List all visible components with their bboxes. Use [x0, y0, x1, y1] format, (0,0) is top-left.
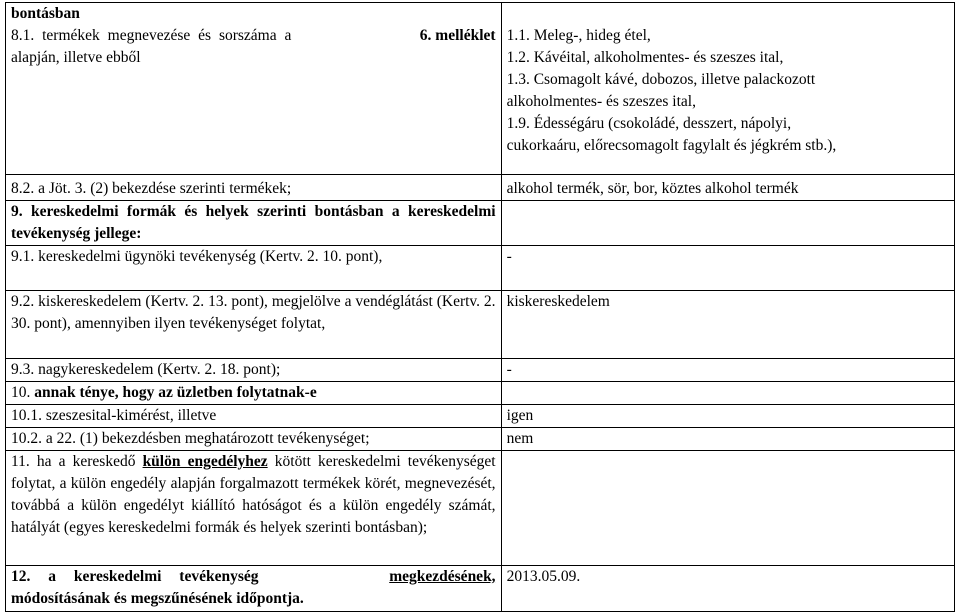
table-cell-right — [501, 428, 954, 451]
cell-text: 9.1. kereskedelmi ügynöki tevékenység (Kertv. 2. 10. pont), — [11, 248, 383, 265]
table-row — [6, 3, 955, 175]
cell-text: 1.9. Édességáru (csokoládé, desszert, nápolyi, — [506, 115, 792, 132]
section-heading: 9. kereskedelmi formák és helyek szerinti bontásban a kereskedelmi tevékenység jellege: — [11, 203, 496, 242]
table-cell-right — [501, 175, 954, 201]
cell-text: 1.1. Meleg-, hideg étel, — [506, 27, 651, 44]
cell-text: 10. — [11, 384, 31, 401]
table-cell-left — [6, 291, 502, 359]
annex-reference: 6. melléklet — [419, 27, 496, 44]
table-cell-right — [501, 566, 954, 612]
section-heading: annak ténye, hogy az üzletben folytatnak-e — [34, 384, 317, 401]
cell-text: alapján, illetve ebből — [11, 49, 141, 66]
table-row — [6, 566, 955, 612]
cell-text-line — [11, 566, 496, 588]
table-cell-left — [6, 201, 502, 246]
table-cell-left — [6, 405, 502, 428]
table-cell-left — [6, 382, 502, 405]
cell-text: 8.1. termékek megnevezése és sorszáma a — [11, 27, 292, 44]
table-cell-left — [6, 246, 502, 291]
table-cell-left — [6, 3, 502, 175]
table-row — [6, 405, 955, 428]
cell-text: 1.3. Csomagolt kávé, dobozos, illetve palackozott — [506, 71, 816, 88]
cell-text: - — [506, 248, 512, 265]
cell-text: cukorkaáru, előrecsomagolt fagylalt és jégkrém stb.), — [506, 137, 837, 154]
cell-text: 9.3. nagykereskedelem (Kertv. 2. 18. pont); — [11, 361, 281, 378]
cell-text-line — [11, 25, 496, 47]
cell-text: 11. ha a kereskedő — [11, 453, 136, 470]
cell-text: 1.2. Kávéital, alkoholmentes- és szeszes ital, — [506, 49, 784, 66]
cell-text: nem — [506, 430, 534, 447]
table-cell-right — [501, 451, 954, 566]
table-cell-right — [501, 291, 954, 359]
table-cell-left — [6, 428, 502, 451]
table-cell-right — [501, 359, 954, 382]
table-cell-right — [501, 201, 954, 246]
section-heading: bontásban — [11, 5, 80, 22]
table-row — [6, 291, 955, 359]
table-cell-right — [501, 382, 954, 405]
cell-text: kötött kereskedelmi tevékenységet folytat, a külön engedély alapján forgalmazott termékek körét, megnevezését, továbbá a külön engedélyt kiállító hatóságot és a külön engedély számát, hatályát (egyes kereskedelmi formák és helyek szerinti bontásban); — [11, 453, 496, 536]
cell-text: 10.1. szeszesital-kimérést, illetve — [11, 407, 217, 424]
cell-text: - — [506, 361, 512, 378]
table-row — [6, 359, 955, 382]
table-cell-right — [501, 405, 954, 428]
table-cell-left — [6, 566, 502, 612]
table-row — [6, 246, 955, 291]
table-row — [6, 201, 955, 246]
table-cell-left — [6, 451, 502, 566]
table-row — [6, 175, 955, 201]
document-page — [5, 2, 955, 612]
cell-text: igen — [506, 407, 534, 424]
table-row — [6, 382, 955, 405]
cell-text: 10.2. a 22. (1) bekezdésben meghatározott tevékenységet; — [11, 430, 370, 447]
data-table — [5, 2, 955, 612]
table-row — [6, 451, 955, 566]
section-heading: módosításának és megszűnésének időpontja. — [11, 590, 304, 607]
cell-text: 8.2. a Jöt. 3. (2) bekezdése szerinti termékek; — [11, 180, 292, 197]
date-value: 2013.05.09. — [506, 568, 581, 585]
table-row — [6, 428, 955, 451]
table-cell-left — [6, 359, 502, 382]
table-cell-left — [6, 175, 502, 201]
emphasis-text: megkezdésének, — [389, 568, 496, 585]
table-cell-right — [501, 246, 954, 291]
table-cell-right — [501, 3, 954, 175]
emphasis-text: külön engedélyhez — [142, 453, 268, 470]
cell-text: kiskereskedelem — [506, 293, 610, 310]
cell-text: alkohol termék, sör, bor, köztes alkohol termék — [506, 180, 799, 197]
cell-text: alkoholmentes- és szeszes ital, — [506, 93, 696, 110]
cell-text: 9.2. kiskereskedelem (Kertv. 2. 13. pont), megjelölve a vendéglátást (Kertv. 2. 30. pont), amennyiben ilyen tevékenységet folytat, — [11, 293, 496, 332]
section-heading: 12. a kereskedelmi tevékenység — [11, 568, 259, 585]
